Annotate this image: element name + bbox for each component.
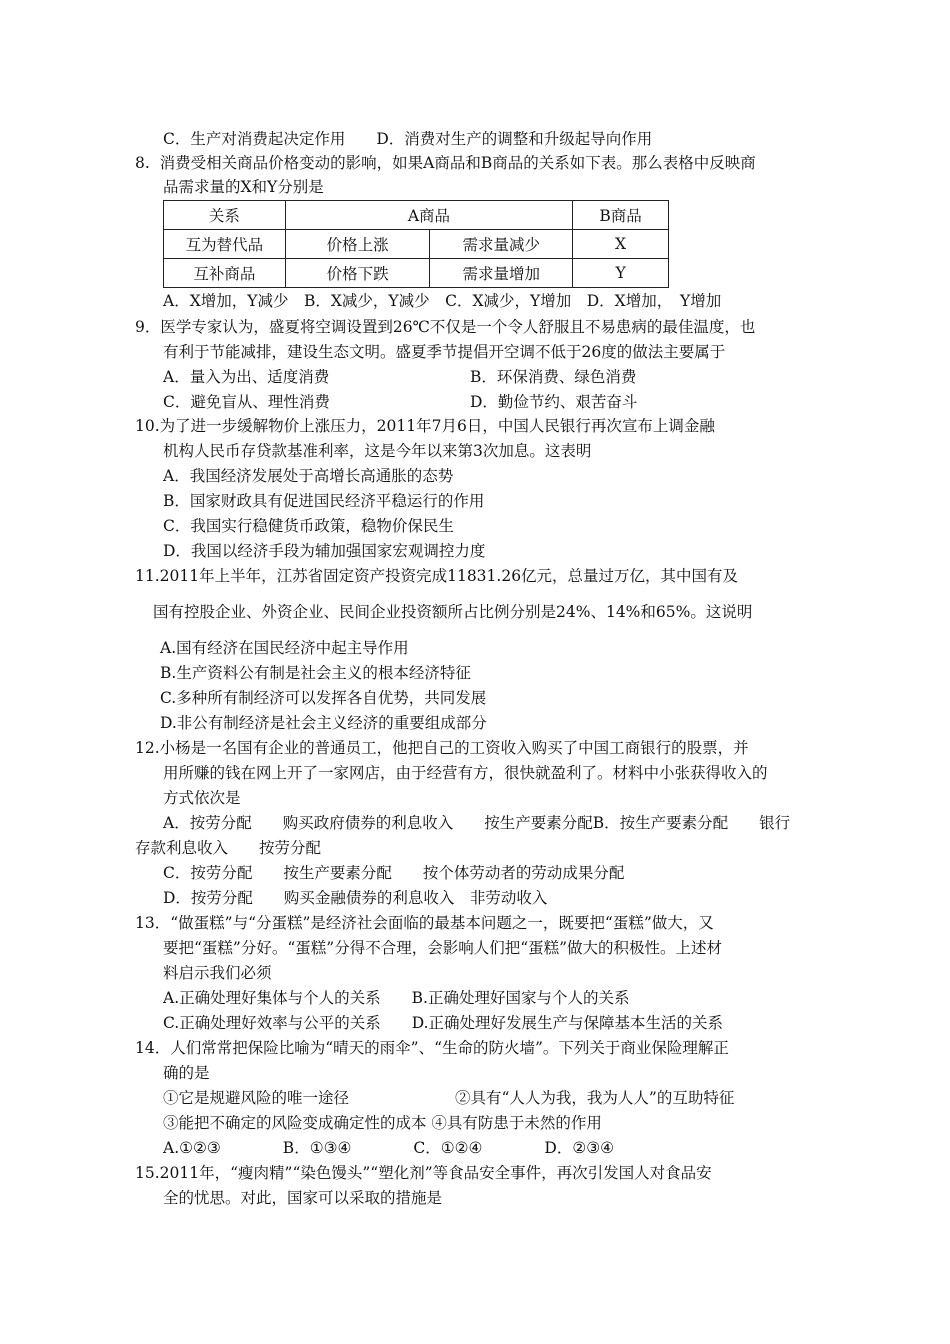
- q15-stem-line1: 15.2011年，“瘦肉精”“染色馒头”“塑化剂”等食品安全事件，再次引发国人对食品安: [135, 1164, 712, 1182]
- table-cell: 价格下跌: [285, 259, 430, 288]
- table-cell: 需求量增加: [430, 259, 573, 288]
- q9-option-d: D．勤俭节约、艰苦奋斗: [470, 393, 638, 411]
- table-cell: 价格上涨: [285, 230, 430, 259]
- q8-stem-line2: 品需求量的X和Y分别是: [163, 178, 324, 196]
- table-cell: 互为替代品: [164, 230, 286, 259]
- table-cell: 互补商品: [164, 259, 286, 288]
- q10-option-a: A．我国经济发展处于高增长高通胀的态势: [163, 467, 454, 485]
- table-header-cell: B商品: [573, 201, 669, 230]
- q9-stem-line1: 9．医学专家认为，盛夏将空调设置到26℃不仅是一个令人舒服且不易患病的最佳温度，也: [135, 318, 756, 336]
- table-header-cell: 关系: [164, 201, 286, 230]
- q10-option-b: B．国家财政具有促进国民经济平稳运行的作用: [163, 492, 485, 510]
- q14-item-1: ①它是规避风险的唯一途径: [163, 1089, 350, 1107]
- q10-stem-line1: 10.为了进一步缓解物价上涨压力，2011年7月6日，中国人民银行再次宣布上调金融: [135, 417, 715, 435]
- table-row: [164, 259, 669, 288]
- table-header-row: [164, 201, 669, 230]
- q12-options-ab-line1: A．按劳分配 购买政府债券的利息收入 按生产要素分配B．按生产要素分配 银行: [163, 814, 791, 832]
- q11-option-d: D.非公有制经济是社会主义经济的重要组成部分: [160, 714, 487, 732]
- q12-options-ab-line2: 存款利息收入 按劳分配: [135, 839, 322, 857]
- q12-stem-line2: 用所赚的钱在网上开了一家网店，由于经营有方，很快就盈利了。材料中小张获得收入的: [163, 764, 768, 782]
- q14-options: A.①②③ B．①③④ C．①②④ D．②③④: [163, 1139, 615, 1157]
- q11-option-c: C.多种所有制经济可以发挥各自优势，共同发展: [160, 689, 487, 707]
- q9-option-b: B．环保消费、绿色消费: [470, 368, 637, 386]
- table-row: [164, 230, 669, 259]
- q14-stem-line2: 确的是: [163, 1064, 210, 1082]
- q9-option-c: C．避免盲从、理性消费: [163, 393, 330, 411]
- q12-stem-line3: 方式依次是: [163, 789, 241, 807]
- q11-option-a: A.国有经济在国民经济中起主导作用: [160, 639, 409, 657]
- q13-stem-line2: 要把“蛋糕”分好。“蛋糕”分得不合理，会影响人们把“蛋糕”做大的积极性。上述材: [163, 939, 723, 957]
- table-cell: 需求量减少: [430, 230, 573, 259]
- q8-options: A．X增加，Y减少 B．X减少，Y减少 C．X减少，Y增加 D．X增加， Y增加: [163, 292, 722, 310]
- q8-stem-line1: 8. 消费受相关商品价格变动的影响，如果A商品和B商品的关系如下表。那么表格中反映商: [135, 154, 756, 172]
- q12-option-d: D．按劳分配 购买金融债券的利息收入 非劳动收入: [163, 889, 548, 907]
- table-cell: Y: [573, 259, 669, 288]
- q11-stem-line1: 11.2011年上半年，江苏省固定资产投资完成11831.26亿元，总量过万亿，其中国有及: [135, 567, 739, 585]
- q10-option-c: C．我国实行稳健货币政策，稳物价保民生: [163, 517, 454, 535]
- table-cell: X: [573, 230, 669, 259]
- q13-options-ab: A.正确处理好集体与个人的关系 B.正确处理好国家与个人的关系: [163, 989, 630, 1007]
- q13-stem-line3: 料启示我们必须: [163, 964, 272, 982]
- q12-stem-line1: 12.小杨是一名国有企业的普通员工，他把自己的工资收入购买了中国工商银行的股票，并: [135, 739, 749, 757]
- q15-stem-line2: 全的忧思。对此，国家可以采取的措施是: [163, 1189, 443, 1207]
- q9-stem-line2: 有利于节能减排，建设生态文明。盛夏季节提倡开空调不低于26度的做法主要属于: [163, 343, 726, 361]
- q14-item-2: ②具有“人人为我，我为人人”的互助特征: [455, 1089, 735, 1107]
- q13-stem-line1: 13．“做蛋糕”与“分蛋糕”是经济社会面临的最基本问题之一，既要把“蛋糕”做大，又: [135, 914, 714, 932]
- q7-options-cd: C．生产对消费起决定作用 D．消费对生产的调整和升级起导向作用: [163, 130, 653, 148]
- q9-option-a: A．量入为出、适度消费: [163, 368, 330, 386]
- q11-option-b: B.生产资料公有制是社会主义的根本经济特征: [160, 664, 471, 682]
- q12-option-c: C．按劳分配 按生产要素分配 按个体劳动者的劳动成果分配: [163, 864, 625, 882]
- q14-items-3-4: ③能把不确定的风险变成确定性的成本 ④具有防患于未然的作用: [163, 1114, 602, 1132]
- q8-relation-table: [163, 200, 669, 288]
- q14-stem-line1: 14．人们常常把保险比喻为“晴天的雨伞”、“生命的防火墙”。下列关于商业保险理解正: [135, 1039, 729, 1057]
- q11-stem-line2: 国有控股企业、外资企业、民间企业投资额所占比例分别是24%、14%和65%。这说明: [153, 603, 753, 621]
- q10-option-d: D．我国以经济手段为辅加强国家宏观调控力度: [163, 542, 486, 560]
- q13-options-cd: C.正确处理好效率与公平的关系 D.正确处理好发展生产与保障基本生活的关系: [163, 1014, 724, 1032]
- table-header-cell: A商品: [285, 201, 572, 230]
- q10-stem-line2: 机构人民币存贷款基准利率，这是今年以来第3次加息。这表明: [163, 442, 592, 460]
